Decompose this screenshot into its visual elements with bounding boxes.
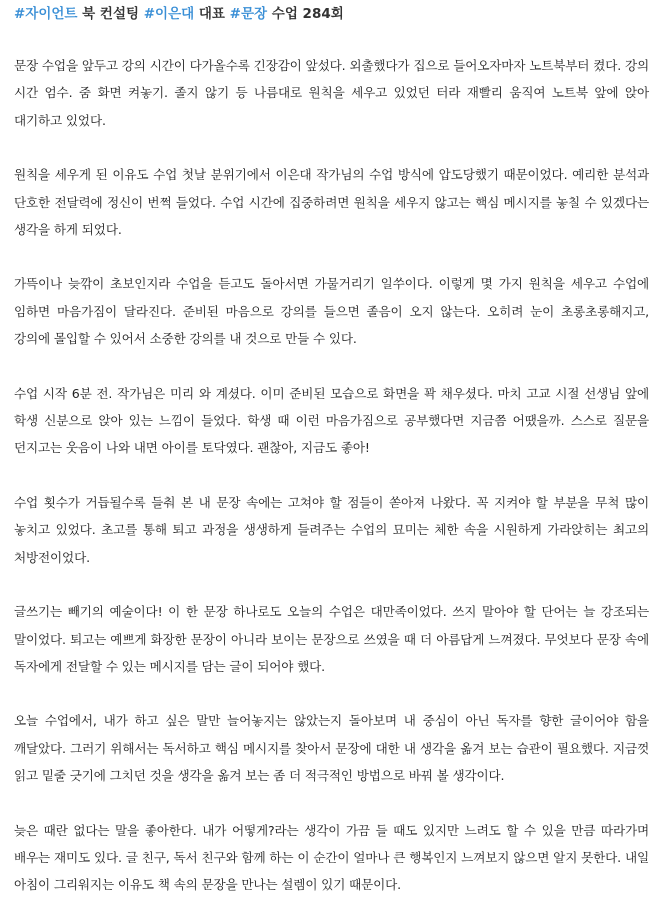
paragraph-4: 수업 시작 6분 전. 작가님은 미리 와 계셨다. 이미 준비된 모습으로 화면을 꽉 채우셨다. 마치 고교 시절 선생님 앞에 학생 신분으로 앉아 있는 느낌이 들었다. 학생 때 이런 마음가짐으로 공부했다면 지금쯤 어땠을까. 스스로 질문을 던지고는 웃음이 나와 내면 아이를 토닥였다. 괜찮아, 지금도 좋아!: [14, 385, 649, 456]
hashtag-giant[interactable]: #자이언트: [14, 6, 78, 22]
title-text-3: 수업 284회: [267, 6, 344, 22]
hashtag-sentence[interactable]: #문장: [229, 6, 268, 22]
title-text-2: 대표: [194, 6, 230, 22]
paragraph-2: 원칙을 세우게 된 이유도 수업 첫날 분위기에서 이은대 작가님의 수업 방식에 압도당했기 때문이었다. 예리한 분석과 단호한 전달력에 정신이 번쩍 들었다. 수업 시간에 집중하려면 원칙을 세우지 않고는 핵심 메시지를 놓칠 수 있겠다는 생각을 하게 되었다.: [14, 167, 649, 238]
paragraph-3: 가뜩이나 늦깎이 초보인지라 수업을 듣고도 돌아서면 가물거리기 일쑤이다. 이렇게 몇 가지 원칙을 세우고 수업에 임하면 마음가짐이 달라진다. 준비된 마음으로 강의를 들으면 졸음이 오지 않는다. 오히려 눈이 초롱초롱해지고, 강의에 몰입할 수 있어서 소중한 강의를 내 것으로 만들 수 있다.: [14, 276, 649, 347]
paragraph-5: 수업 횟수가 거듭될수록 들춰 본 내 문장 속에는 고쳐야 할 점들이 쏟아져 나왔다. 꼭 지켜야 할 부분을 무척 많이 놓치고 있었다. 초고를 통해 퇴고 과정을 생생하게 들려주는 수업의 묘미는 체한 속을 시원하게 가라앉히는 최고의 처방전이었다.: [14, 494, 649, 565]
paragraph-6: 글쓰기는 빼기의 예술이다! 이 한 문장 하나로도 오늘의 수업은 대만족이었다. 쓰지 말아야 할 단어는 늘 강조되는 말이었다. 퇴고는 예쁘게 화장한 문장이 아니라 보이는 문장으로 쓰였을 때 더 아름답게 느껴졌다. 무엇보다 문장 속에 독자에게 전달할 수 있는 메시지를 담는 글이 되어야 했다.: [14, 604, 649, 674]
paragraph-8: 늦은 때란 없다는 말을 좋아한다. 내가 어떻게?라는 생각이 가끔 들 때도 있지만 느려도 할 수 있을 만큼 따라가며 배우는 재미도 있다. 글 친구, 독서 친구와 함께 하는 이 순간이 얼마나 큰 행복인지 느껴보지 않으면 알지 못한다. 내일 아침이 그리워지는 이유도 책 속의 문장을 만나는 설렘이 있기 때문이다.: [14, 822, 649, 893]
paragraph-7: 오늘 수업에서, 내가 하고 싶은 말만 늘어놓지는 않았는지 돌아보며 내 중심이 아닌 독자를 향한 글이어야 함을 깨달았다. 그러기 위해서는 독서하고 핵심 메시지를 찾아서 문장에 대한 내 생각을 옮겨 보는 습관이 필요했다. 지금껏 읽고 밑줄 긋기에 그치던 것을 생각을 옮겨 보는 좀 더 적극적인 방법으로 바꿔 볼 생각이다.: [14, 713, 649, 784]
hashtag-author[interactable]: #이은대: [143, 6, 195, 22]
title-text-1: 북 컨설팅: [77, 6, 144, 22]
post-title: [14, 4, 649, 24]
paragraph-1: 문장 수업을 앞두고 강의 시간이 다가올수록 긴장감이 앞섰다. 외출했다가 집으로 들어오자마자 노트북부터 켰다. 강의 시간 엄수. 줌 화면 켜놓기. 졸지 않기 등 나름대로 원칙을 세우고 있었던 터라 재빨리 움직여 노트북 앞에 앉아 대기하고 있었다.: [14, 58, 649, 128]
